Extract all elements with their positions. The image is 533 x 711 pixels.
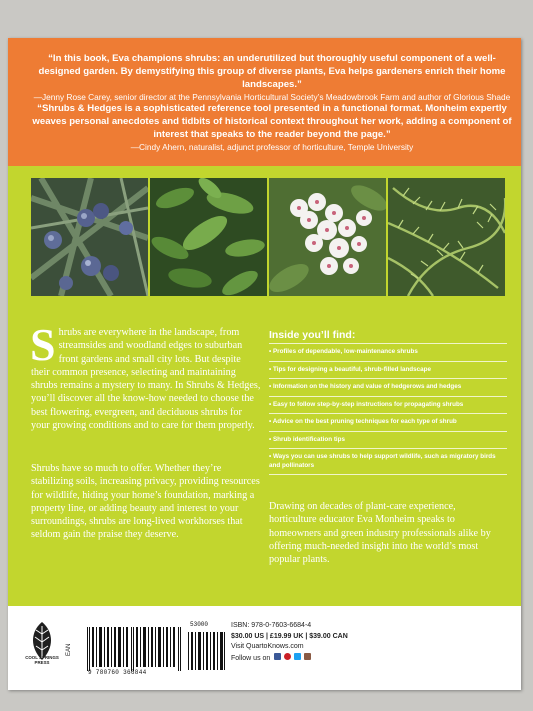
green-leaves-photo — [150, 178, 267, 296]
addon-digits: 53000 — [190, 621, 209, 628]
juniper-berries-photo — [31, 178, 148, 296]
list-item: • Ways you can use shrubs to help support wildlife, such as migratory birds and pollinators — [269, 448, 507, 475]
author-blurb: Drawing on decades of plant-care experience, horticulture educator Eva Monheim speaks to homeowners and green industry professionals alike by offering much-needed insight into the world’s most popular plants. — [269, 501, 491, 566]
list-item: • Shrub identification tips — [269, 431, 507, 449]
white-flowers-icon — [269, 178, 386, 296]
website-text: Visit QuartoKnows.com — [231, 643, 304, 650]
evergreen-fronds-icon — [388, 178, 505, 296]
quote-2-text: “Shrubs & Hedges is a sophisticated reference tool presented in a functional format. Monheim expertly weaves personal anecdotes and tidbits of historical context throughout her work, adding a component of interest that speaks to the reader beyond the page.” — [32, 103, 512, 140]
facebook-icon — [274, 653, 281, 660]
quote-2 — [32, 102, 512, 153]
ean-label: EAN — [66, 643, 72, 656]
evergreen-fronds-photo — [388, 178, 505, 296]
white-flowers-photo — [269, 178, 386, 296]
publisher-logo-text — [18, 655, 66, 665]
list-item: • Profiles of dependable, low-maintenance shrubs — [269, 343, 507, 361]
dropcap-letter: S — [30, 319, 56, 370]
barcode-icon — [87, 627, 183, 671]
intro-paragraph-1-text: hrubs are everywhere in the landscape, from streamsides and woodland edges to suburban front gardens and small city lots. But despite their common presence, selecting and maintaining shrubs remains a mystery to many. In Shrubs & Hedges, you’ll discover all the know-how needed to choose the best flowering, evergreen, and deciduous shrubs for your growing conditions and to care for them properly. — [31, 327, 261, 432]
follow-row — [231, 653, 348, 665]
juniper-berries-icon — [31, 178, 148, 296]
quote-1-attribution: —Jenny Rose Carey, senior director at the Pennsylvania Horticultural Society’s Meadowbrook Farm and author of Glorious Shade — [33, 92, 511, 102]
isbn-text: ISBN: 978-0-7603-6684-4 — [231, 622, 312, 629]
quote-2-attribution: —Cindy Ahern, naturalist, adjunct professor of horticulture, Temple University — [130, 142, 414, 152]
footer — [8, 606, 521, 690]
twitter-icon — [294, 653, 301, 660]
instagram-icon — [304, 653, 311, 660]
quote-band — [8, 38, 521, 166]
barcode-digits: 9 780760 366844 — [88, 669, 147, 676]
book-back-cover — [8, 38, 521, 690]
inside-title: Inside you’ll find: — [269, 329, 356, 341]
follow-text: Follow us on — [231, 654, 271, 662]
leaf-logo-icon — [24, 618, 60, 676]
list-item: • Easy to follow step-by-step instructions for propagating shrubs — [269, 396, 507, 414]
list-item: • Information on the history and value of hedgerows and hedges — [269, 378, 507, 396]
publisher-name-line2: PRESS — [34, 660, 50, 665]
intro-paragraph-2: Shrubs have so much to offer. Whether they’re stabilizing soils, increasing privacy, providing resources for wildlife, hiding your home’s foundation, marking a property line, or adding beauty and interest to your surroundings, shrubs are long-lived workhorses that seldom gain the praise they deserve. — [31, 463, 260, 541]
list-item: • Advice on the best pruning techniques for each type of shrub — [269, 413, 507, 431]
publisher-name-line1: COOL SPRINGS — [25, 655, 59, 660]
quote-1-text: “In this book, Eva champions shrubs: an underutilized but thoroughly useful component of a well-designed garden. By demystifying this group of diverse plants, Eva helps gardeners enrich their home landscapes.” — [38, 53, 506, 90]
inside-list — [269, 343, 507, 475]
publication-info — [231, 621, 348, 664]
price-text: $30.00 US | £19.99 UK | $39.00 CAN — [231, 632, 348, 640]
intro-paragraph-1 — [30, 319, 262, 432]
social-icons — [274, 653, 312, 664]
green-leaves-icon — [150, 178, 267, 296]
quote-1 — [32, 52, 512, 103]
pinterest-icon — [284, 653, 291, 660]
price-barcode-icon — [188, 628, 226, 670]
list-item: • Tips for designing a beautiful, shrub-filled landscape — [269, 361, 507, 379]
